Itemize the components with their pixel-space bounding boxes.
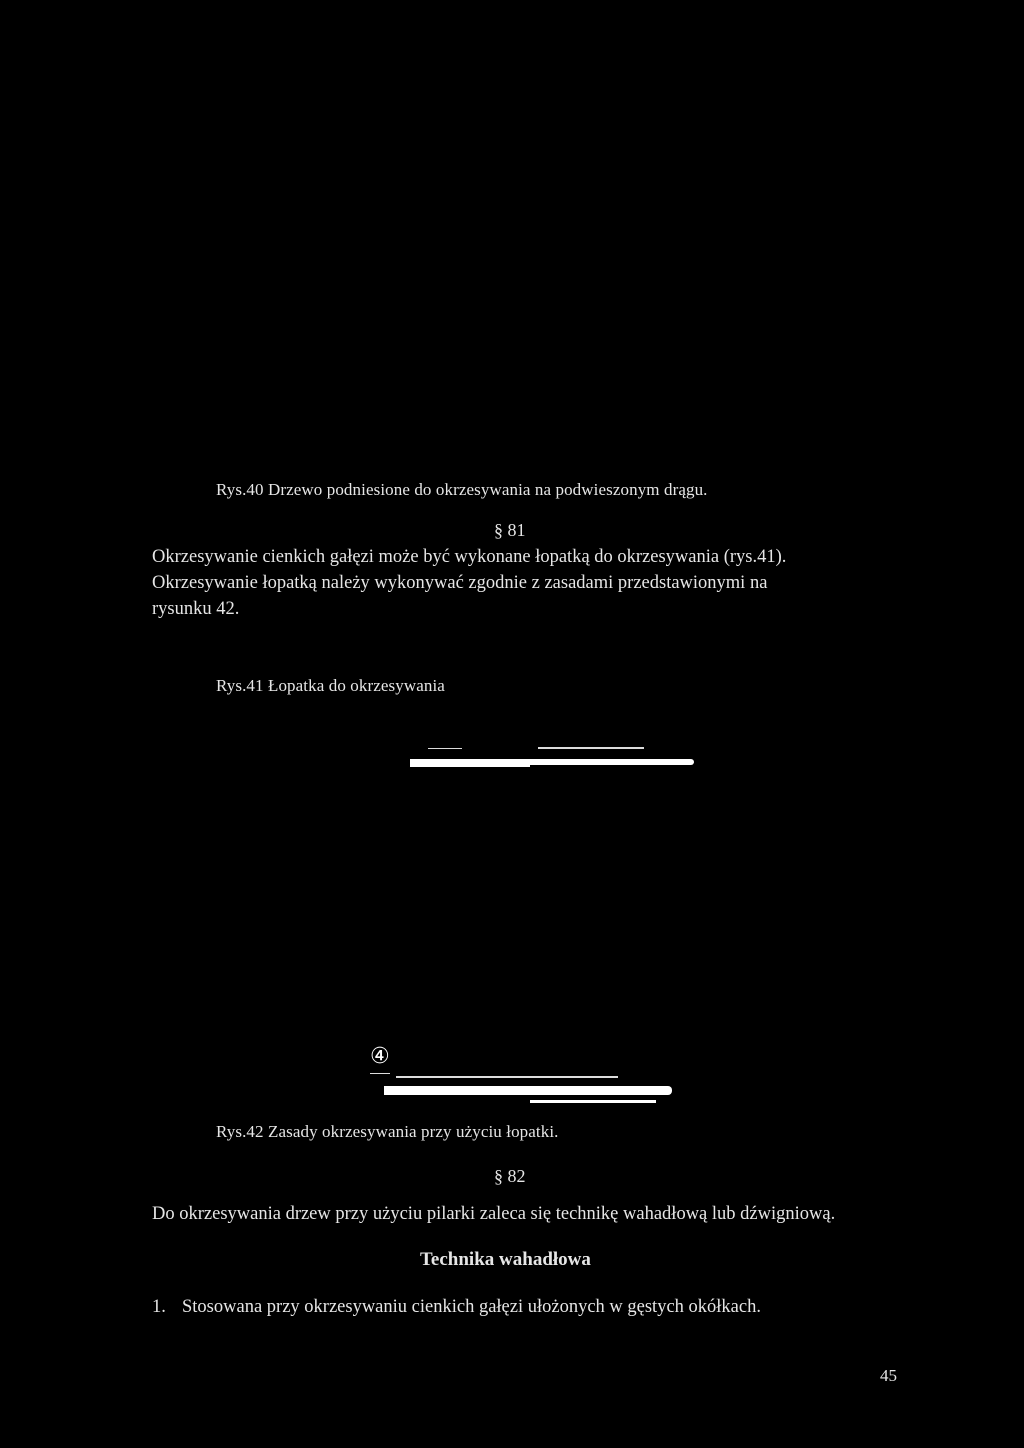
technique-heading: Technika wahadłowa (420, 1249, 591, 1270)
section-81-line-2: Okrzesywanie łopatką należy wykonywać zgodnie z zasadami przedstawionymi na (152, 573, 768, 593)
section-81-symbol: § 81 (494, 520, 526, 540)
section-82-symbol: § 82 (494, 1166, 526, 1186)
list-item-number: 1. (152, 1297, 166, 1317)
section-82-text: Do okrzesywania drzew przy użyciu pilarki zaleca się technikę wahadłową lub dźwigniową. (152, 1204, 836, 1224)
figure-40-caption: Rys.40 Drzewo podniesione do okrzesywania na podwieszonym drągu. (216, 480, 708, 499)
page-number: 45 (880, 1366, 897, 1385)
figure-42-image (360, 1044, 680, 1114)
list-item-text: Stosowana przy okrzesywaniu cienkich gałęzi ułożonych w gęstych okółkach. (182, 1297, 761, 1317)
figure-41-image (400, 740, 700, 780)
figure-41-caption: Rys.41 Łopatka do okrzesywania (216, 676, 445, 695)
section-81-line-3: rysunku 42. (152, 599, 240, 619)
figure-42-caption: Rys.42 Zasady okrzesywania przy użyciu łopatki. (216, 1122, 559, 1141)
figure-42-marker: ④ (370, 1044, 390, 1069)
section-81-line-1: Okrzesywanie cienkich gałęzi może być wykonane łopatką do okrzesywania (rys.41). (152, 547, 787, 567)
